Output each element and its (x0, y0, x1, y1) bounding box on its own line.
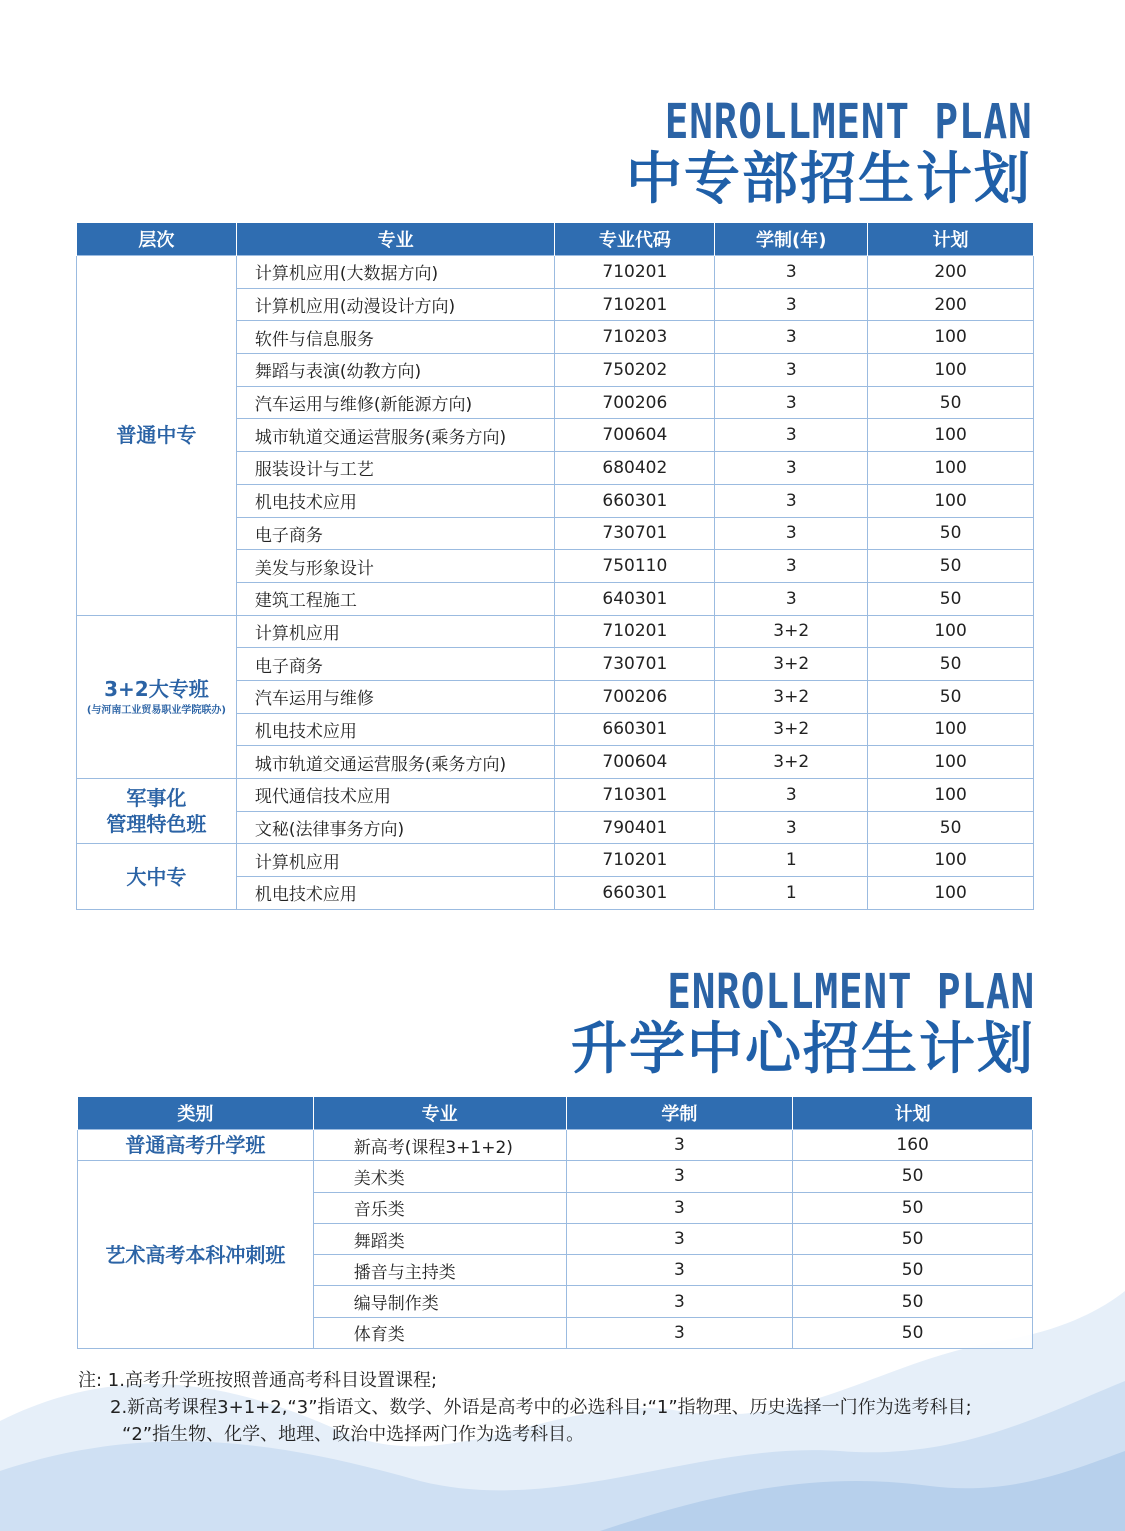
value-cell: 3 (715, 321, 868, 354)
value-cell: 660301 (555, 484, 715, 517)
value-cell: 3 (566, 1223, 793, 1254)
value-cell: 3+2 (715, 746, 868, 779)
value-cell: 3 (715, 517, 868, 550)
value-cell: 100 (868, 354, 1034, 387)
major-cell: 机电技术应用 (236, 713, 555, 746)
group-label (77, 256, 237, 616)
major-cell: 舞蹈与表演(幼教方向) (236, 354, 555, 387)
value-cell: 50 (793, 1223, 1033, 1254)
column-header: 专业 (236, 223, 555, 256)
value-cell: 3 (566, 1192, 793, 1223)
value-cell: 50 (793, 1286, 1033, 1317)
value-cell: 660301 (555, 877, 715, 910)
value-cell: 100 (868, 713, 1034, 746)
column-header: 计划 (868, 223, 1034, 256)
major-cell: 服装设计与工艺 (236, 452, 555, 485)
value-cell: 1 (715, 877, 868, 910)
value-cell: 3 (715, 386, 868, 419)
section1-heading (584, 96, 1032, 212)
value-cell: 100 (868, 877, 1034, 910)
value-cell: 3+2 (715, 648, 868, 681)
section2-title-en: ENROLLMENT PLAN (667, 964, 1035, 1020)
value-cell: 50 (868, 517, 1034, 550)
value-cell: 730701 (555, 648, 715, 681)
value-cell: 3 (566, 1130, 793, 1161)
value-cell: 3+2 (715, 680, 868, 713)
major-cell: 计算机应用 (236, 844, 555, 877)
group-name: 管理特色班 (106, 812, 207, 837)
value-cell: 3 (715, 354, 868, 387)
value-cell: 100 (868, 615, 1034, 648)
major-cell: 计算机应用(大数据方向) (236, 256, 555, 289)
notes (78, 1367, 972, 1448)
column-header: 学制(年) (715, 223, 868, 256)
table-row (78, 1130, 1033, 1161)
value-cell: 50 (793, 1317, 1033, 1348)
value-cell: 790401 (555, 811, 715, 844)
column-header: 计划 (793, 1097, 1033, 1130)
group-label (77, 844, 237, 909)
note-line-2: 2.新高考课程3+1+2,“3”指语文、数学、外语是高考中的必选科目;“1”指物理、历史选择一门作为选考科目; (110, 1397, 972, 1418)
value-cell: 160 (793, 1130, 1033, 1161)
group-name: 普通中专 (116, 423, 197, 448)
column-header: 学制 (566, 1097, 793, 1130)
value-cell: 710201 (555, 288, 715, 321)
value-cell: 50 (868, 680, 1034, 713)
major-cell: 汽车运用与维修(新能源方向) (236, 386, 555, 419)
value-cell: 100 (868, 419, 1034, 452)
value-cell: 710201 (555, 256, 715, 289)
group-name: 艺术高考本科冲刺班 (105, 1242, 286, 1267)
note-line-1: 注: 1.高考升学班按照普通高考科目设置课程; (78, 1370, 438, 1391)
value-cell: 3 (715, 811, 868, 844)
value-cell: 640301 (555, 582, 715, 615)
table-row (77, 615, 1034, 648)
major-cell: 电子商务 (236, 517, 555, 550)
major-cell: 现代通信技术应用 (236, 779, 555, 812)
major-cell: 播音与主持类 (313, 1255, 566, 1286)
secondary-plan-table (76, 223, 1034, 910)
value-cell: 3 (566, 1161, 793, 1192)
value-cell: 3+2 (715, 713, 868, 746)
value-cell: 750110 (555, 550, 715, 583)
group-note: (与河南工业贸易职业学院联办) (86, 704, 226, 716)
note-line-3: “2”指生物、化学、地理、政治中选择两门作为选考科目。 (122, 1424, 585, 1445)
value-cell: 3+2 (715, 615, 868, 648)
section2-heading (571, 966, 1035, 1082)
value-cell: 3 (566, 1286, 793, 1317)
major-cell: 软件与信息服务 (236, 321, 555, 354)
value-cell: 100 (868, 779, 1034, 812)
column-header: 专业 (313, 1097, 566, 1130)
major-cell: 建筑工程施工 (236, 582, 555, 615)
section2-title-cn: 升学中心招生计划 (571, 1017, 1035, 1082)
group-label (77, 779, 237, 844)
major-cell: 美术类 (313, 1161, 566, 1192)
group-label (77, 615, 237, 778)
major-cell: 机电技术应用 (236, 484, 555, 517)
major-cell: 体育类 (313, 1317, 566, 1348)
value-cell: 3 (715, 452, 868, 485)
value-cell: 710201 (555, 615, 715, 648)
column-header: 类别 (78, 1097, 314, 1130)
value-cell: 3 (715, 256, 868, 289)
major-cell: 美发与形象设计 (236, 550, 555, 583)
value-cell: 50 (868, 811, 1034, 844)
value-cell: 100 (868, 452, 1034, 485)
group-name: 普通高考升学班 (125, 1133, 266, 1158)
column-header: 专业代码 (555, 223, 715, 256)
value-cell: 3 (715, 779, 868, 812)
major-cell: 计算机应用 (236, 615, 555, 648)
value-cell: 710201 (555, 844, 715, 877)
major-cell: 城市轨道交通运营服务(乘务方向) (236, 419, 555, 452)
column-header: 层次 (77, 223, 237, 256)
value-cell: 700206 (555, 680, 715, 713)
value-cell: 730701 (555, 517, 715, 550)
value-cell: 50 (793, 1255, 1033, 1286)
major-cell: 文秘(法律事务方向) (236, 811, 555, 844)
group-label (78, 1130, 314, 1161)
major-cell: 城市轨道交通运营服务(乘务方向) (236, 746, 555, 779)
major-cell: 汽车运用与维修 (236, 680, 555, 713)
value-cell: 710301 (555, 779, 715, 812)
group-name: 大中专 (126, 864, 187, 889)
value-cell: 50 (868, 648, 1034, 681)
table-row (77, 844, 1034, 877)
value-cell: 3 (715, 550, 868, 583)
value-cell: 680402 (555, 452, 715, 485)
value-cell: 3 (715, 288, 868, 321)
table-row (77, 256, 1034, 289)
value-cell: 50 (793, 1161, 1033, 1192)
advancement-plan-table (77, 1097, 1033, 1349)
value-cell: 200 (868, 256, 1034, 289)
value-cell: 50 (868, 550, 1034, 583)
value-cell: 50 (868, 386, 1034, 419)
table-row (78, 1161, 1033, 1192)
table-row (77, 779, 1034, 812)
major-cell: 音乐类 (313, 1192, 566, 1223)
major-cell: 新高考(课程3+1+2) (313, 1130, 566, 1161)
group-label (78, 1161, 314, 1349)
major-cell: 电子商务 (236, 648, 555, 681)
value-cell: 1 (715, 844, 868, 877)
major-cell: 舞蹈类 (313, 1223, 566, 1254)
section1-title-en: ENROLLMENT PLAN (664, 94, 1032, 150)
value-cell: 710203 (555, 321, 715, 354)
group-name: 军事化 (126, 786, 187, 811)
value-cell: 700206 (555, 386, 715, 419)
group-name: 3+2大专班 (104, 676, 209, 701)
value-cell: 50 (793, 1192, 1033, 1223)
value-cell: 50 (868, 582, 1034, 615)
section1-title-cn: 中专部招生计划 (626, 147, 1032, 212)
value-cell: 3 (566, 1255, 793, 1286)
value-cell: 200 (868, 288, 1034, 321)
value-cell: 100 (868, 321, 1034, 354)
value-cell: 100 (868, 844, 1034, 877)
value-cell: 3 (715, 419, 868, 452)
value-cell: 700604 (555, 419, 715, 452)
value-cell: 700604 (555, 746, 715, 779)
value-cell: 3 (715, 484, 868, 517)
value-cell: 3 (566, 1317, 793, 1348)
major-cell: 计算机应用(动漫设计方向) (236, 288, 555, 321)
value-cell: 660301 (555, 713, 715, 746)
value-cell: 100 (868, 746, 1034, 779)
major-cell: 机电技术应用 (236, 877, 555, 910)
value-cell: 3 (715, 582, 868, 615)
value-cell: 750202 (555, 354, 715, 387)
major-cell: 编导制作类 (313, 1286, 566, 1317)
value-cell: 100 (868, 484, 1034, 517)
